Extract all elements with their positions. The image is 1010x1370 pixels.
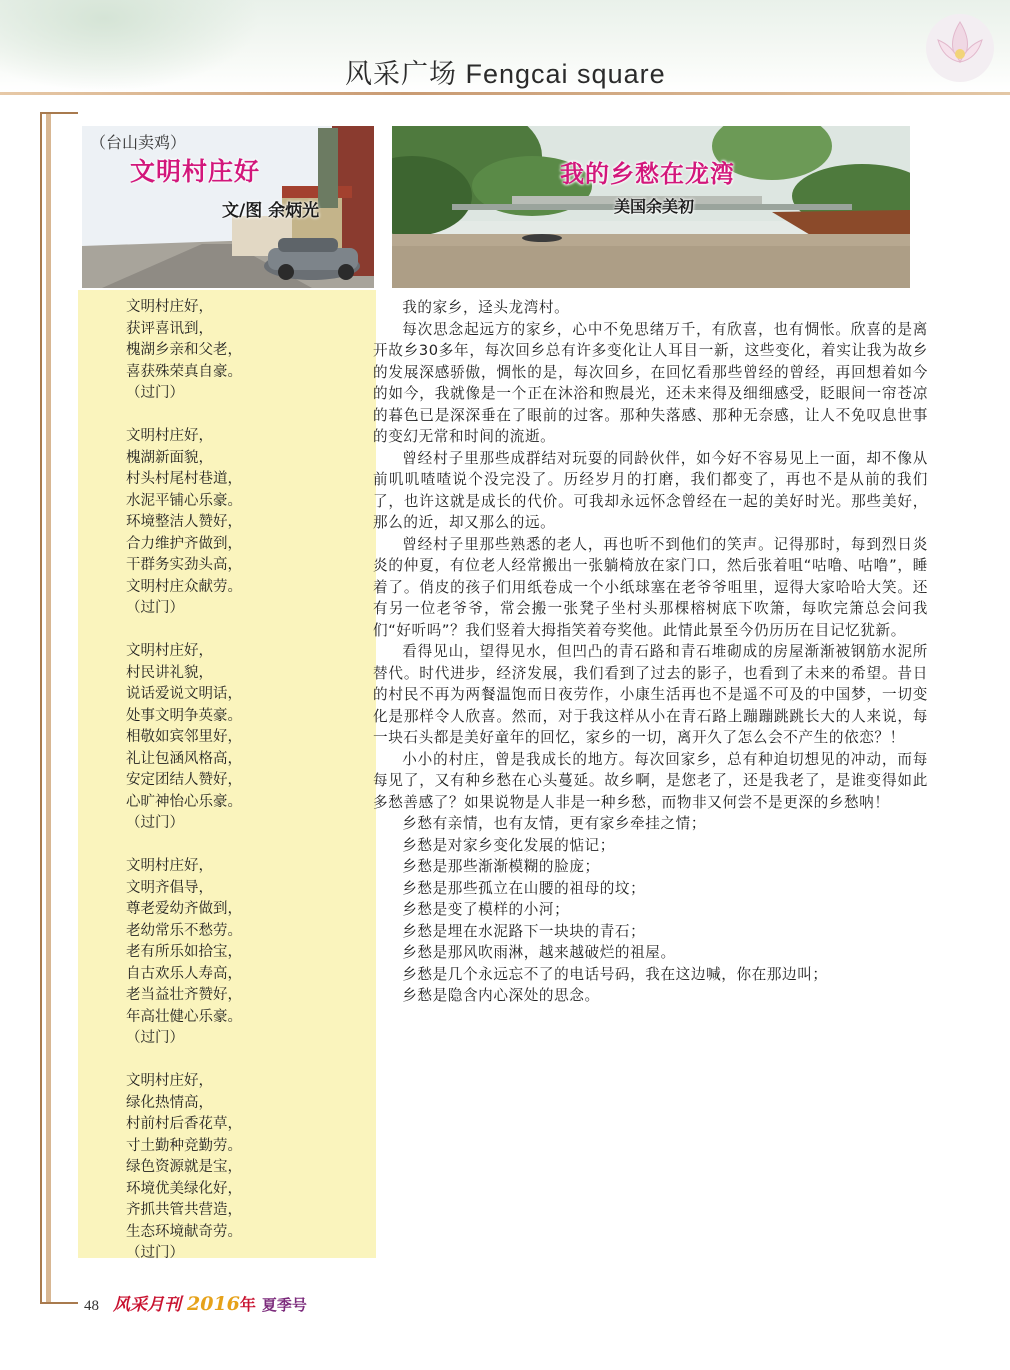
poem-line: 文明村庄好， <box>126 858 213 874</box>
river-photo <box>392 126 910 288</box>
poem-line: 文明齐倡导， <box>126 879 213 896</box>
poem-line: 村民讲礼貌， <box>126 664 213 681</box>
article-paragraph: 曾经村子里那些熟悉的老人，再也听不到他们的笑声。记得那时，每到烈日炎炎的仲夏，有位老人经常搬出一张躺椅放在家门口，然后张着咀“咕噜、咕噜”，睡着了。俏皮的孩子们用纸卷成一个小纸球塞在老爷爷咀里，逗得大家哈哈大笑。还有另一位老爷爷，常会搬一张凳子坐村头那棵榕树底下吹箫，每吹完箫总会问我们“好听吗”？我们竖着大拇指笑着夸奖他。此情此景至今仍历历在目记忆犹新。 <box>373 535 928 639</box>
poem-line: （过门） <box>126 385 184 401</box>
poem-line: 合力维护齐做到， <box>126 535 242 552</box>
frame-line <box>40 112 42 1302</box>
poem-line: 文明村庄好， <box>126 428 213 444</box>
poem-stanza <box>126 1071 366 1265</box>
article-paragraph: 乡愁是埋在水泥路下一块块的青石； <box>402 922 646 940</box>
poem-line: 环境优美绿化好， <box>126 1180 242 1197</box>
page-number: 48 <box>84 1298 99 1314</box>
poem-line: 齐抓共管共营造， <box>126 1202 242 1218</box>
poem-line: 生态环境献奇劳。 <box>126 1223 242 1240</box>
article-paragraph: 乡愁是变了模样的小河； <box>402 901 570 918</box>
issue-year-suffix: 年 <box>239 1295 256 1314</box>
poem-line: 干群务实劲头高， <box>126 557 242 573</box>
poem-line: 文明村庄好， <box>126 1073 213 1089</box>
poem-line: 说话爱说文明话， <box>126 686 242 702</box>
poem-line: 水泥平铺心乐豪。 <box>126 492 242 509</box>
poem-line: 尊老爱幼齐做到， <box>126 901 242 917</box>
poem-line: 村前村后香花草， <box>126 1116 242 1132</box>
poem-line: 心旷神怡心乐豪。 <box>126 793 242 810</box>
poem-line: 文明村庄众献劳。 <box>126 578 242 595</box>
poem-line: （过门） <box>126 1030 184 1046</box>
issue-season: 夏季号 <box>261 1296 307 1314</box>
poem-line: （过门） <box>126 1245 184 1261</box>
poem-line: 环境整洁人赞好， <box>126 514 242 530</box>
article-paragraph: 乡愁是那些孤立在山腰的祖母的坟； <box>402 879 646 897</box>
poem-author: 文/图 余炳光 <box>222 201 320 221</box>
article-paragraph: 乡愁是对家乡变化发展的惦记； <box>402 836 615 854</box>
poem-stanza <box>126 856 366 1050</box>
poem-line: 寸土勤种竞勤劳。 <box>126 1137 242 1154</box>
poem-line: 老幼常乐不愁劳。 <box>126 922 242 939</box>
article-paragraph: 我的家乡，迳头龙湾村。 <box>402 299 570 316</box>
lotus-decoration-icon <box>890 0 1010 92</box>
article-title: 我的乡愁在龙湾 <box>560 159 735 188</box>
poem-line: 礼让包涵风格高， <box>126 750 242 767</box>
leaf-decoration <box>0 0 260 92</box>
poem-line: 老当益壮齐赞好， <box>126 987 242 1003</box>
poem-line: 处事文明争英豪。 <box>126 707 242 724</box>
article-author: 美国余美初 <box>614 197 695 216</box>
frame-bottom-tick <box>40 1302 78 1304</box>
magazine-name: 风采月刊 <box>113 1295 181 1315</box>
poem-stanza <box>126 297 366 405</box>
poem-line: 文明村庄好， <box>126 299 213 315</box>
article-body <box>373 297 928 1007</box>
poem-stanza <box>126 426 366 620</box>
article-paragraph: 乡愁是隐含内心深处的思念。 <box>402 987 600 1004</box>
issue-year: 2016 <box>187 1293 240 1315</box>
poem-line: 槐湖乡亲和父老， <box>126 342 242 358</box>
article-paragraph: 曾经村子里那些成群结对玩耍的同龄伙伴，如今好不容易见上一面，却不像从前叽叽喳喳说个没完没了。历经岁月的打磨，我们都变了，再也不是从前的我们了，也许这就是成长的代价。可我却永远怀念曾经在一起的美好时光。那些美好，那么的近，却又那么的远。 <box>373 449 928 531</box>
poem-title: 文明村庄好 <box>130 157 261 186</box>
poem-line: 安定团结人赞好， <box>126 772 242 788</box>
village-street-photo <box>82 126 374 288</box>
article-paragraph: 乡愁是几个永远忘不了的电话号码，我在这边喊，你在那边叫； <box>402 965 828 983</box>
poem-line: 绿色资源就是宝， <box>126 1159 242 1175</box>
poem-line: 绿化热情高， <box>126 1094 213 1111</box>
article-paragraph: 乡愁是那风吹雨淋，越来越破烂的祖屋。 <box>402 944 676 961</box>
poem-line: 文明村庄好， <box>126 643 213 659</box>
article-paragraph: 小小的村庄，曾是我成长的地方。每次回家乡，总有种迫切想见的冲动，而每每见了，又有种乡愁在心头蔓延。故乡啊，是您老了，还是我老了，是谁变得如此多愁善感了？如果说物是人非是一种乡愁，而物非又何尝不是更深的乡愁呐！ <box>373 750 928 811</box>
poem-line: 获评喜讯到， <box>126 320 213 337</box>
poem-line: 相敬如宾邻里好， <box>126 729 242 745</box>
article-paragraph: 看得见山，望得见水，但凹凸的青石路和青石堆砌成的房屋渐渐被钢筋水泥所替代。时代进步，经济发展，我们看到了过去的影子，也看到了未来的希望。昔日的村民不再为两餐温饱而日夜劳作，小康生活再也不是遥不可及的中国梦，一切变化是那样令人欣喜。然而，对于我这样从小在青石路上蹦蹦跳跳长大的人来说，每一块石头都是美好童年的回忆，家乡的一切，离开久了怎么会不产生的依恋？！ <box>373 643 928 746</box>
poem-line: （过门） <box>126 600 184 616</box>
poem-line: 自古欢乐人寿高， <box>126 965 242 982</box>
poem-line: 村头村尾村巷道， <box>126 471 242 487</box>
poem-line: （过门） <box>126 815 184 831</box>
page-section-title: 风采广场 Fengcai square <box>345 59 666 89</box>
poem-line: 老有所乐如拾宝， <box>126 944 242 960</box>
article-paragraph: 乡愁是那些渐渐模糊的脸庞； <box>402 858 600 875</box>
poem-subtitle: （台山卖鸡） <box>90 133 187 152</box>
poem-line: 喜获殊荣真自豪。 <box>126 363 242 380</box>
header-rule <box>0 92 1010 95</box>
poem-stanza <box>126 641 366 835</box>
frame-bar <box>46 112 51 1302</box>
poem-line: 年高壮健心乐豪。 <box>126 1008 242 1025</box>
page-footer <box>84 1290 307 1315</box>
article-paragraph: 每次思念起远方的家乡，心中不免思绪万千，有欣喜，也有惆怅。欣喜的是离开故乡30多年，每次回乡总有许多变化让人耳目一新，这些变化，着实让我为故乡的发展深感骄傲，惆怅的是，每次回乡，在回忆看那些曾经的曾经，再回想着如今的如今，我就像是一个正在沐浴和煦晨光，还未来得及细细感受，眨眼间一帘苍凉的暮色已是深深垂在了眼前的过客。那种失落感、那种无奈感，让人不免叹息世事的变幻无常和时间的流逝。 <box>373 320 928 445</box>
article-paragraph: 乡愁有亲情，也有友情，更有家乡牵挂之情； <box>402 815 707 832</box>
poem-line: 槐湖新面貌， <box>126 449 213 466</box>
poem-text <box>126 297 366 1286</box>
frame-top-tick <box>40 112 78 114</box>
